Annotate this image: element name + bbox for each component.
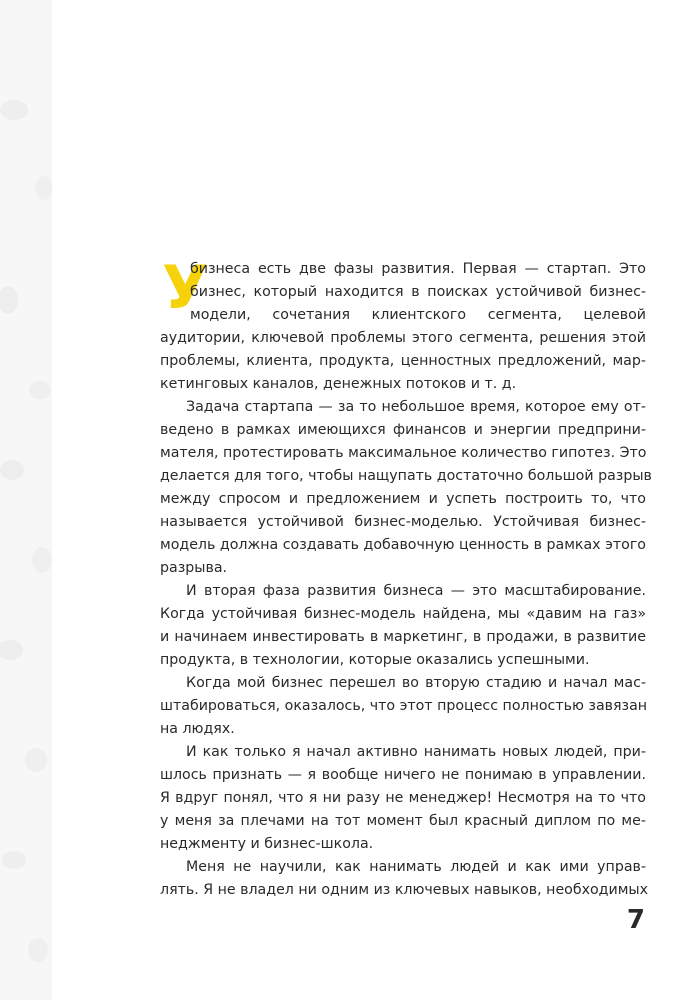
text-line: бизнес, который находится в поисках устойчивой бизнес-: [190, 284, 646, 300]
text-line: Я вдруг понял, что я ни разу не менеджер! Несмотря на то что: [160, 790, 646, 806]
text-line: бизнеса есть две фазы развития. Первая — стартап. Это: [190, 261, 646, 277]
drop-cap-letter: У: [162, 253, 209, 323]
text-line: Когда устойчивая бизнес-модель найдена, мы «давим на газ»: [160, 606, 646, 622]
text-line: называется устойчивой бизнес-моделью. Устойчивая бизнес-: [160, 514, 646, 530]
text-line: И как только я начал активно нанимать новых людей, при-: [186, 744, 646, 760]
text-line: Когда мой бизнес перешел во вторую стадию и начал мас-: [186, 675, 646, 691]
text-line: Задача стартапа — за то небольшое время, которое ему от-: [186, 399, 646, 415]
text-line: ведено в рамках имеющихся финансов и энергии предприни-: [160, 422, 646, 438]
text-line: неджменту и бизнес-школа.: [160, 836, 374, 852]
text-line: между спросом и предложением и успеть построить то, что: [160, 491, 646, 507]
text-line: Меня не научили, как нанимать людей и как ими управ-: [186, 859, 646, 875]
text-line: аудитории, ключевой проблемы этого сегмента, решения этой: [160, 330, 646, 346]
text-line: кетинговых каналов, денежных потоков и т. д.: [160, 376, 517, 392]
body-text: [160, 253, 652, 902]
text-line: мателя, протестировать максимальное количество гипотез. Это: [160, 445, 647, 461]
text-line: делается для того, чтобы нащупать достаточно большой разрыв: [160, 468, 652, 484]
page-number: 7: [626, 905, 645, 935]
text-line: у меня за плечами на тот момент был красный диплом по ме-: [160, 813, 646, 829]
text-line: лять. Я не владел ни одним из ключевых навыков, необходимых: [160, 882, 649, 898]
left-page-edge: [0, 0, 52, 1000]
text-line: и начинаем инвестировать в маркетинг, в продажи, в развитие: [160, 629, 646, 645]
text-line: шлось признать — я вообще ничего не понимаю в управлении.: [160, 767, 646, 783]
text-line: модель должна создавать добавочную ценность в рамках этого: [160, 537, 646, 553]
page-edge-pattern: [0, 0, 52, 1000]
text-line: модели, сочетания клиентского сегмента, целевой: [190, 307, 646, 323]
text-line: проблемы, клиента, продукта, ценностных предложений, мар-: [160, 353, 646, 369]
text-line: на людях.: [160, 721, 235, 737]
text-line: штабироваться, оказалось, что этот процесс полностью завязан: [160, 698, 648, 714]
text-line: продукта, в технологии, которые оказались успешными.: [160, 652, 590, 668]
text-line: разрыва.: [160, 560, 228, 576]
text-line: И вторая фаза развития бизнеса — это масштабирование.: [186, 583, 646, 599]
